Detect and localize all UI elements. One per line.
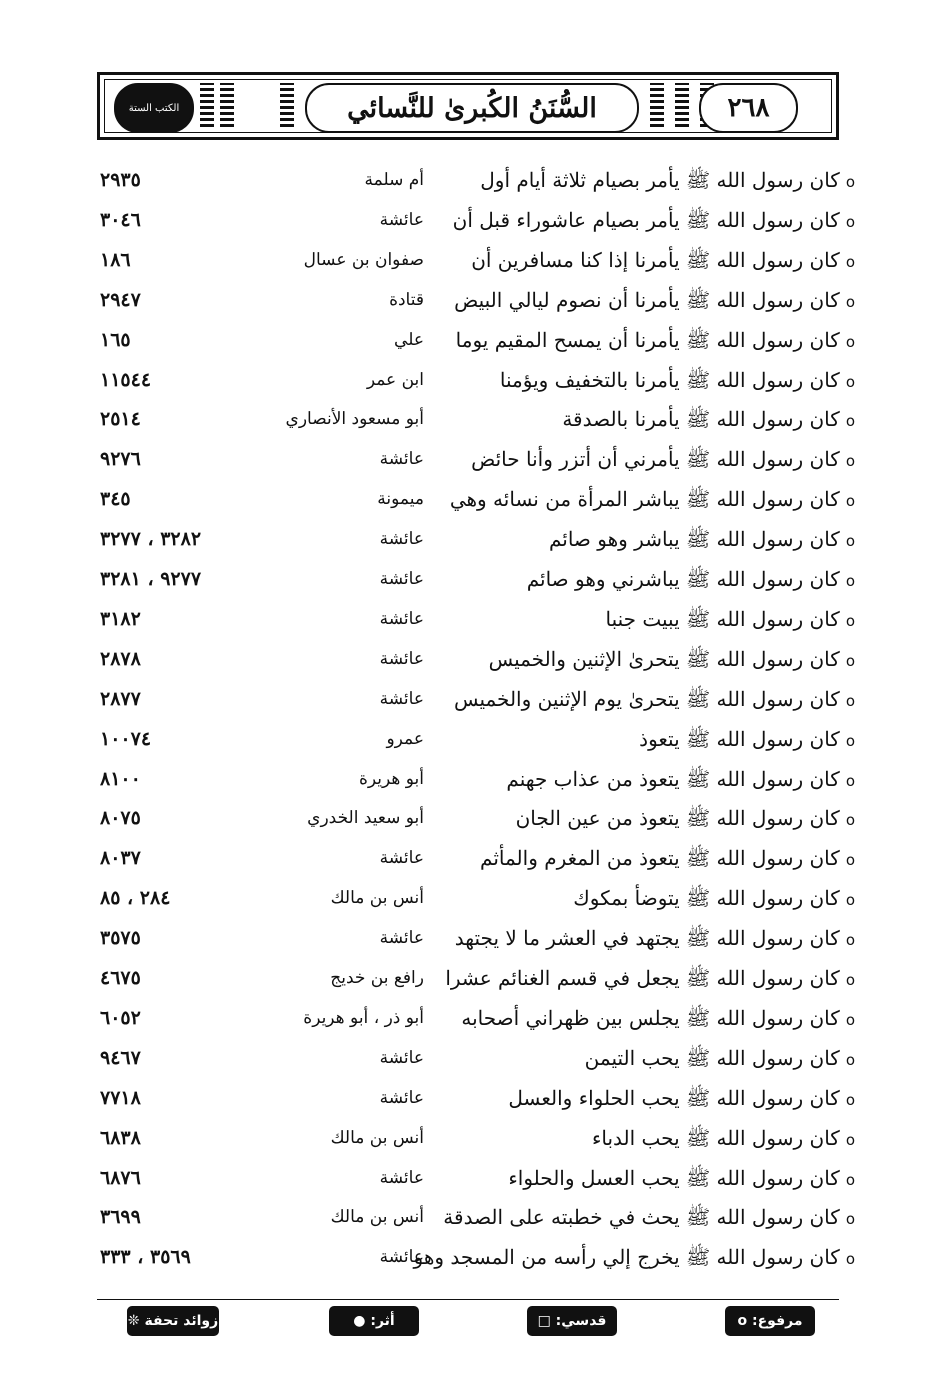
hadith-incipit xyxy=(508,1078,855,1120)
hadith-text: كان رسول الله ﷺ يأمر بصيام ثلاثة أيام أول xyxy=(480,168,840,192)
hadith-number: ٢٥١٤ xyxy=(100,408,141,431)
hadith-number: ٧٧١٨ xyxy=(100,1086,141,1109)
hadith-text: كان رسول الله ﷺ يخرج إلي رأسه من المسجد وهو xyxy=(413,1245,840,1270)
hadith-text: كان رسول الله ﷺ يأمرني أن أتزر وأنا حائض xyxy=(471,447,840,472)
hadith-incipit xyxy=(508,1158,855,1200)
hadith-number: ٢٨٧٨ xyxy=(100,647,141,670)
hadith-number: ٦٨٣٨ xyxy=(100,1126,141,1149)
hadith-incipit xyxy=(445,958,855,1000)
hadith-text: كان رسول الله ﷺ يحث في خطبته على الصدقة xyxy=(443,1205,840,1230)
index-entry-row xyxy=(0,1197,947,1237)
index-entry-row xyxy=(0,240,947,280)
legend-zawaid xyxy=(127,1306,219,1336)
marfu-marker-icon: o xyxy=(845,412,855,431)
hadith-incipit xyxy=(500,360,855,402)
narrator-name: صفوان بن عسال xyxy=(303,249,424,270)
hadith-number: ٦٠٥٢ xyxy=(100,1006,141,1029)
narrator-name: رافع بن خديج xyxy=(330,968,424,988)
hadith-incipit xyxy=(527,559,855,601)
index-entry-row xyxy=(0,599,947,639)
legend-qudsi-text: قدسي: □ xyxy=(537,1313,607,1329)
marfu-marker-icon: o xyxy=(845,1090,855,1109)
index-entry-row xyxy=(0,1118,947,1158)
marfu-marker-icon: o xyxy=(845,1050,855,1069)
index-entry-row xyxy=(0,918,947,958)
hadith-number: ٤٦٧٥ xyxy=(100,967,141,989)
marfu-marker-icon: o xyxy=(845,851,855,870)
index-entry-row xyxy=(0,998,947,1038)
hadith-text: كان رسول الله ﷺ يباشر وهو صائم xyxy=(548,527,840,552)
index-entry-row xyxy=(0,1158,947,1198)
legend-athar-text: أثر: ● xyxy=(353,1313,395,1329)
narrator-name: أنس بن مالك xyxy=(330,888,424,909)
hadith-text: كان رسول الله ﷺ يتعوذ من عين الجان xyxy=(515,806,840,831)
narrator-name: عائشة xyxy=(379,928,424,949)
hadith-text: كان رسول الله ﷺ يجتهد في العشر ما لا يجتهد xyxy=(454,926,840,951)
hadith-text: كان رسول الله ﷺ يحب العسل والحلواء xyxy=(508,1165,840,1190)
hadith-incipit xyxy=(471,240,855,282)
marfu-marker-icon: o xyxy=(845,1250,855,1269)
index-entry-row xyxy=(0,639,947,679)
index-entry-row xyxy=(0,160,947,200)
index-entry-row xyxy=(0,1038,947,1078)
hadith-number: ٢٩٤٧ xyxy=(100,288,141,311)
legend-marfu xyxy=(725,1306,815,1336)
narrator-name: عائشة xyxy=(379,648,424,669)
narrator-name: عائشة xyxy=(379,529,424,550)
narrator-name: ميمونة xyxy=(377,489,424,510)
hadith-incipit xyxy=(585,1038,855,1080)
hadith-number: ١٨٦ xyxy=(100,248,131,271)
legend-athar xyxy=(329,1306,419,1336)
index-entry-row xyxy=(0,559,947,599)
hadith-number: ٦٨٧٦ xyxy=(100,1166,141,1189)
marfu-marker-icon: o xyxy=(845,452,855,471)
marfu-marker-icon: o xyxy=(845,372,855,391)
footer-divider xyxy=(97,1299,839,1300)
hadith-incipit xyxy=(455,918,855,960)
marfu-marker-icon: o xyxy=(845,212,855,231)
marfu-marker-icon: o xyxy=(845,931,855,950)
hadith-text: كان رسول الله ﷺ يتعوذ من المغرم والمأثم xyxy=(480,846,840,871)
hadith-incipit xyxy=(443,1197,855,1239)
narrator-name: عائشة xyxy=(379,688,424,709)
index-entry-row xyxy=(0,320,947,360)
narrator-name: عائشة xyxy=(379,848,424,869)
hadith-number: ٨٠٣٧ xyxy=(100,847,141,870)
hadith-text: كان رسول الله ﷺ يأمرنا أن نصوم ليالي البيض xyxy=(454,287,840,312)
marfu-marker-icon: o xyxy=(845,971,855,989)
book-logo-text: الكتب الستة xyxy=(128,102,180,114)
narrator-name: ابن عمر xyxy=(366,369,424,390)
hadith-number: ١٠٠٧٤ xyxy=(100,727,152,750)
narrator-name: عائشة xyxy=(379,1247,424,1268)
narrator-name: عائشة xyxy=(379,449,424,470)
hadith-incipit xyxy=(450,479,855,521)
narrator-name: أبو هريرة xyxy=(358,768,424,789)
hadith-text: كان رسول الله ﷺ يبيت جنبا xyxy=(605,606,840,631)
hadith-number: ١٦٥ xyxy=(100,328,131,351)
hadith-number: ٣٥٦٩ ، ٣٣٣ xyxy=(100,1246,191,1269)
narrator-name: علي xyxy=(394,329,424,350)
hadith-text: كان رسول الله ﷺ يتعوذ xyxy=(639,726,840,751)
hadith-incipit xyxy=(480,838,855,880)
book-title-text: السُّنَنُ الكُبرىٰ للنَّسائي xyxy=(347,92,597,124)
hadith-number: ٢٨٧٧ xyxy=(100,687,141,710)
index-entry-row xyxy=(0,759,947,799)
hadith-incipit xyxy=(454,280,855,322)
index-entry-row xyxy=(0,958,947,998)
marfu-marker-icon: o xyxy=(845,1170,855,1189)
narrator-name: عائشة xyxy=(379,1047,424,1068)
narrator-name: عمرو xyxy=(386,728,424,749)
hadith-incipit xyxy=(413,1237,855,1279)
hadith-incipit xyxy=(456,320,855,362)
hadith-incipit xyxy=(573,878,855,920)
hadith-text: كان رسول الله ﷺ يأمرنا بالصدقة xyxy=(562,407,840,432)
hadith-text: كان رسول الله ﷺ يتحرىٰ الإثنين والخميس xyxy=(488,646,840,671)
marfu-marker-icon: o xyxy=(845,532,855,551)
index-entry-row xyxy=(0,719,947,759)
index-entry-row xyxy=(0,200,947,240)
hadith-number: ٣٥٧٥ xyxy=(100,927,141,950)
narrator-name: أبو مسعود الأنصاري xyxy=(285,409,424,430)
hadith-number: ٨١٠٠ xyxy=(100,767,141,790)
page-number-text: ٢٦٨ xyxy=(727,93,770,123)
index-entry-row xyxy=(0,1237,947,1277)
hadith-text: كان رسول الله ﷺ يأمرنا بالتخفيف ويؤمنا xyxy=(499,367,840,392)
index-entry-row xyxy=(0,838,947,878)
legend-qudsi xyxy=(527,1306,617,1336)
hadith-number: ١١٥٤٤ xyxy=(100,368,152,391)
marfu-marker-icon: o xyxy=(845,1210,855,1229)
legend-marfu-text: مرفوع: o xyxy=(737,1313,803,1329)
narrator-name: عائشة xyxy=(379,209,424,230)
index-entry-row xyxy=(0,360,947,400)
hadith-incipit xyxy=(549,519,855,561)
index-entry-row xyxy=(0,439,947,479)
hadith-text: كان رسول الله ﷺ يباشر المرأة من نسائه وهي xyxy=(449,487,840,512)
hadith-text: كان رسول الله ﷺ يأمرنا إذا كنا مسافرين أن xyxy=(471,247,840,272)
marfu-marker-icon: o xyxy=(845,811,855,830)
marfu-marker-icon: o xyxy=(845,1130,855,1149)
narrator-name: عائشة xyxy=(379,1167,424,1188)
hadith-incipit xyxy=(516,798,855,840)
index-entry-row xyxy=(0,519,947,559)
index-entry-row xyxy=(0,399,947,439)
hadith-text: كان رسول الله ﷺ يجلس بين ظهراني أصحابه xyxy=(461,1005,840,1030)
hadith-incipit xyxy=(480,160,855,202)
hadith-incipit xyxy=(592,1118,855,1160)
marfu-marker-icon: o xyxy=(845,332,855,351)
index-entry-row xyxy=(0,479,947,519)
hadith-text: كان رسول الله ﷺ يحب الدباء xyxy=(591,1125,840,1150)
hadith-incipit xyxy=(506,759,855,801)
narrator-name: قتادة xyxy=(389,289,424,310)
hadith-number: ٣٤٥ xyxy=(100,488,131,511)
marfu-marker-icon: o xyxy=(845,611,855,630)
hadith-number: ٣٢٨٢ ، ٣٢٧٧ xyxy=(100,528,202,551)
hadith-number: ٩٤٦٧ xyxy=(100,1046,141,1069)
narrator-name: أبو سعيد الخدري xyxy=(307,808,424,829)
narrator-name: أبو ذر ، أبو هريرة xyxy=(303,1007,424,1028)
hadith-incipit xyxy=(605,599,855,641)
narrator-name: أنس بن مالك xyxy=(330,1127,424,1148)
hadith-number: ٢٩٣٥ xyxy=(100,169,141,191)
index-entry-row xyxy=(0,679,947,719)
narrator-name: أنس بن مالك xyxy=(330,1207,424,1228)
hadith-number: ٩٢٧٦ xyxy=(100,448,141,471)
hadith-text: كان رسول الله ﷺ يتعوذ من عذاب جهنم xyxy=(506,766,840,791)
hadith-number: ٢٨٤ ، ٨٥ xyxy=(100,887,171,910)
hadith-number: ٨٠٧٥ xyxy=(100,807,141,830)
hadith-text: كان رسول الله ﷺ يأمرنا أن يمسح المقيم يوما xyxy=(455,327,840,352)
hadith-text: كان رسول الله ﷺ يباشرني وهو صائم xyxy=(526,567,840,591)
index-entry-row xyxy=(0,878,947,918)
hadith-text: كان رسول الله ﷺ يجعل في قسم الغنائم عشرا xyxy=(445,966,840,990)
hadith-number: ٩٢٧٧ ، ٣٢٨١ xyxy=(100,568,202,590)
narrator-name: عائشة xyxy=(379,608,424,629)
marfu-marker-icon: o xyxy=(845,492,855,511)
hadith-incipit xyxy=(454,679,855,721)
marfu-marker-icon: o xyxy=(845,572,855,590)
index-entry-row xyxy=(0,280,947,320)
narrator-name: أم سلمة xyxy=(364,170,424,190)
hadith-number: ٣٦٩٩ xyxy=(100,1206,141,1229)
hadith-incipit xyxy=(562,399,855,441)
index-entry-row xyxy=(0,1078,947,1118)
narrator-name: عائشة xyxy=(379,569,424,589)
marfu-marker-icon: o xyxy=(845,691,855,710)
marfu-marker-icon: o xyxy=(845,771,855,790)
marfu-marker-icon: o xyxy=(845,292,855,311)
hadith-text: كان رسول الله ﷺ يتوضأ بمكوك xyxy=(573,886,840,911)
hadith-incipit xyxy=(489,639,855,681)
hadith-text: كان رسول الله ﷺ يأمر بصيام عاشوراء قبل أن xyxy=(452,207,840,232)
marfu-marker-icon: o xyxy=(845,891,855,910)
hadith-incipit xyxy=(471,439,855,481)
marfu-marker-icon: o xyxy=(845,1010,855,1029)
hadith-text: كان رسول الله ﷺ يتحرىٰ يوم الإثنين والخميس xyxy=(453,686,840,711)
legend-zawaid-text: زوائد تحفة ❊ xyxy=(127,1313,219,1329)
marfu-marker-icon: o xyxy=(845,252,855,271)
narrator-name: عائشة xyxy=(379,1087,424,1108)
hadith-number: ٣٠٤٦ xyxy=(100,208,141,231)
hadith-text: كان رسول الله ﷺ يحب الحلواء والعسل xyxy=(508,1085,840,1110)
marfu-marker-icon: o xyxy=(845,173,855,191)
index-entry-row xyxy=(0,798,947,838)
hadith-incipit xyxy=(639,719,855,761)
hadith-number: ٣١٨٢ xyxy=(100,607,141,630)
hadith-incipit xyxy=(461,998,855,1040)
marfu-marker-icon: o xyxy=(845,651,855,670)
hadith-incipit xyxy=(453,200,855,242)
hadith-text: كان رسول الله ﷺ يحب التيمن xyxy=(584,1045,840,1070)
marfu-marker-icon: o xyxy=(845,731,855,750)
